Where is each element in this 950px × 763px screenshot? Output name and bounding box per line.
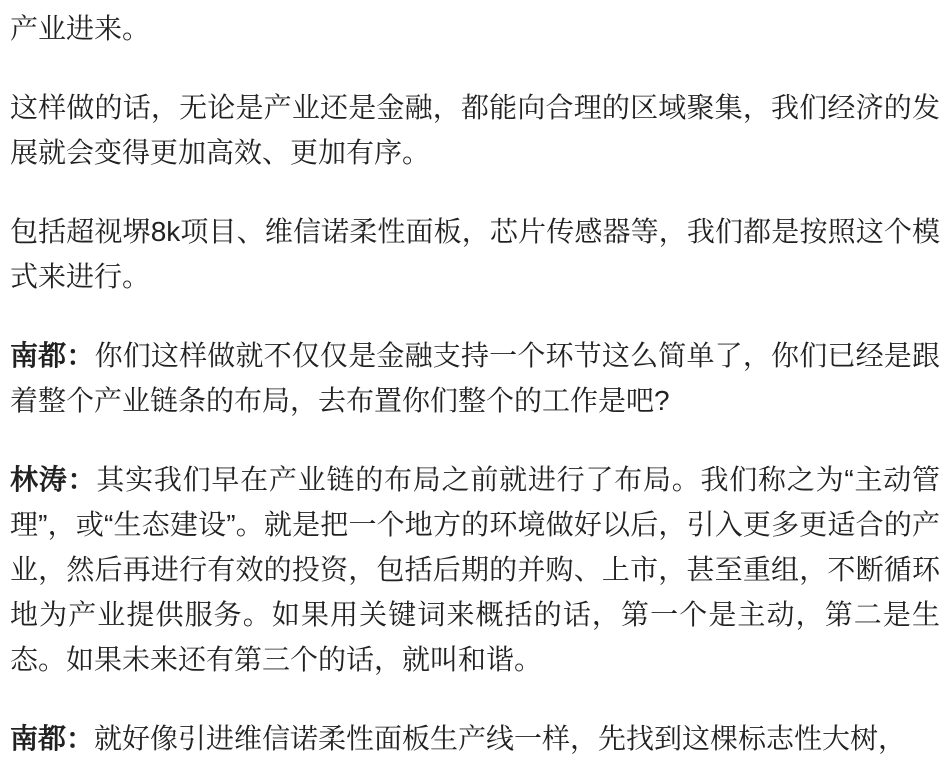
paragraph-text: 这样做的话，无论是产业还是金融，都能向合理的区域聚集，我们经济的发展就会变得更加高效、更加有序。 — [10, 92, 940, 168]
paragraph-text: 就好像引进维信诺柔性面板生产线一样，先找到这棵标志性大树， — [94, 723, 907, 754]
speaker-label: 南都： — [10, 340, 95, 371]
paragraph — [10, 209, 940, 299]
paragraph-text: 其实我们早在产业链的布局之前就进行了布局。我们称之为“主动管理”，或“生态建设”。就是把一个地方的环境做好以后，引入更多更适合的产业，然后再进行有效的投资，包括后期的并购、上市，甚至重组，不断循环地为产业提供服务。如果用关键词来概括的话，第一个是主动，第二是生态。如果未来还有第三个的话，就叫和谐。 — [10, 464, 940, 675]
paragraph-text: 产业进来。 — [10, 13, 151, 44]
paragraph — [10, 716, 940, 761]
paragraph — [10, 333, 940, 423]
paragraph — [10, 85, 940, 175]
paragraph-text: 你们这样做就不仅仅是金融支持一个环节这么简单了，你们已经是跟着整个产业链条的布局，去布置你们整个的工作是吧? — [10, 340, 940, 416]
speaker-label: 南都： — [10, 723, 95, 754]
paragraph-text: 包括超视堺8k项目、维信诺柔性面板，芯片传感器等，我们都是按照这个模式来进行。 — [10, 216, 940, 292]
speaker-label: 林涛： — [10, 464, 97, 495]
paragraph — [10, 6, 940, 51]
paragraph — [10, 457, 940, 682]
